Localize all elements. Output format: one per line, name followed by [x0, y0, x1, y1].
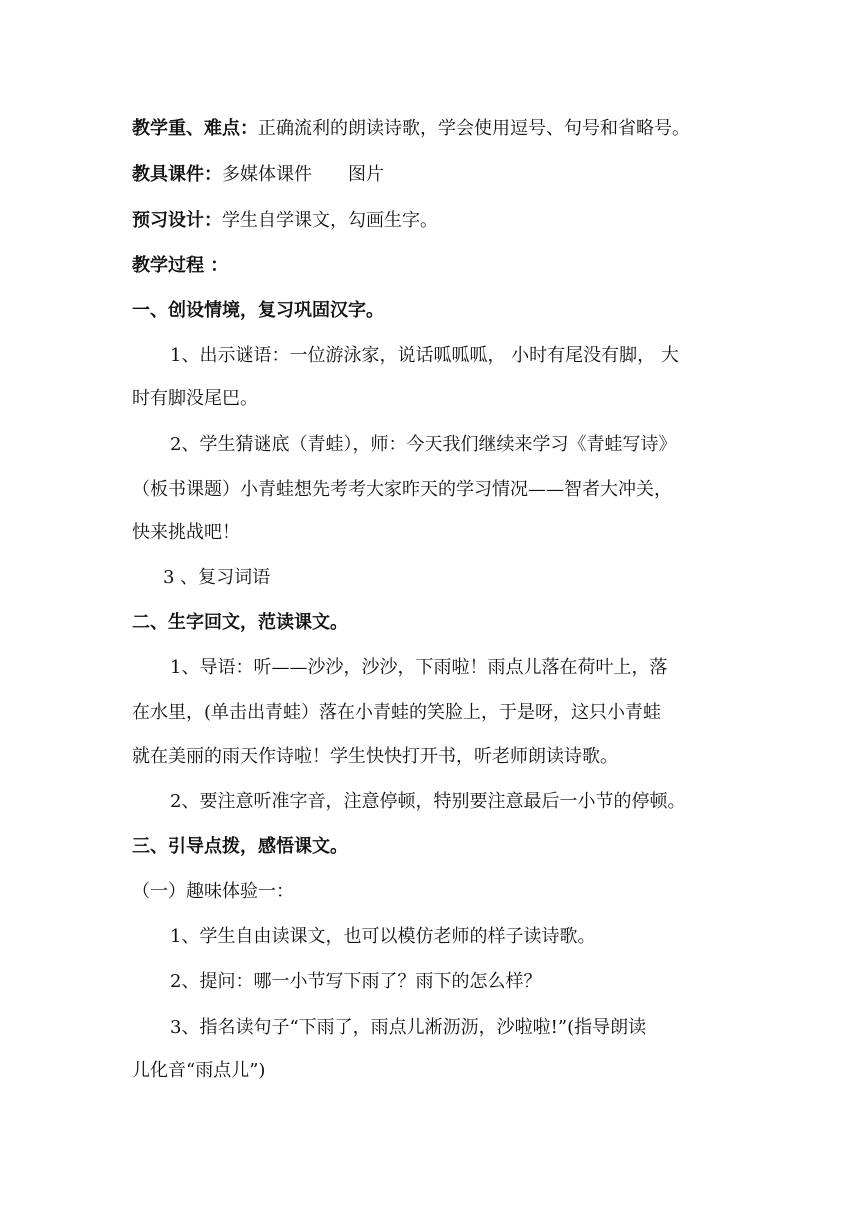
- section-three-title: 三、引导点拨，感悟课文。: [132, 836, 348, 857]
- section-two-heading: [132, 612, 737, 634]
- paragraph-text: 儿化音“雨点儿”): [132, 1060, 266, 1081]
- section-one-heading: [132, 300, 737, 322]
- paragraph-line: [132, 388, 737, 410]
- paragraph-line: [132, 479, 737, 501]
- preview-design-text: 学生自学课文，勾画生字。: [222, 210, 438, 231]
- section-three-heading: [132, 836, 737, 858]
- paragraph-line: [170, 791, 737, 813]
- paragraph-text: 2、学生猜谜底（青蛙），师：今天我们继续来学习《青蛙写诗》: [170, 434, 677, 455]
- preview-design-label: 预习设计：: [132, 210, 222, 231]
- paragraph-line: [170, 345, 737, 367]
- paragraph-text: 在水里，(单击出青蛙）落在小青蛙的笑脸上，于是呀，这只小青蛙: [132, 702, 662, 723]
- paragraph-text: 快来挑战吧！: [132, 522, 240, 543]
- teaching-process-label: 教学过程 ：: [132, 255, 229, 276]
- sub-section-heading: [132, 881, 737, 903]
- paragraph-text: 3 、复习词语: [163, 567, 271, 588]
- paragraph-text: 1、导语：听——沙沙，沙沙，下雨啦！雨点儿落在荷叶上，落: [170, 657, 668, 678]
- teaching-aids-line: [132, 164, 737, 186]
- paragraph-line: [132, 746, 737, 768]
- paragraph-line: [170, 1017, 737, 1039]
- paragraph-text: 3、指名读句子“下雨了，雨点儿淅沥沥，沙啦啦!”(指导朗读: [170, 1017, 647, 1038]
- key-difficulties-text: 正确流利的朗读诗歌，学会使用逗号、句号和省略号。: [258, 118, 690, 139]
- paragraph-text: 2、要注意听准字音，注意停顿，特别要注意最后一小节的停顿。: [170, 791, 686, 812]
- paragraph-text: （板书课题）小青蛙想先考考大家昨天的学习情况——智者大冲关，: [132, 479, 672, 500]
- paragraph-line: [170, 434, 737, 456]
- paragraph-text: 1、学生自由读课文，也可以模仿老师的样子读诗歌。: [170, 926, 596, 947]
- paragraph-text: 时有脚没尾巴。: [132, 388, 258, 409]
- paragraph-line: [170, 657, 737, 679]
- preview-design-line: [132, 210, 737, 232]
- teaching-aids-text: 多媒体课件 图片: [222, 164, 384, 185]
- key-difficulties-label: 教学重、难点：: [132, 118, 258, 139]
- teaching-process-heading: [132, 255, 737, 277]
- paragraph-line: [132, 1060, 737, 1082]
- paragraph-line: [170, 971, 737, 993]
- paragraph-text: 就在美丽的雨天作诗啦！学生快快打开书，听老师朗读诗歌。: [132, 746, 618, 767]
- sub-section-title: （一）趣味体验一：: [132, 881, 294, 902]
- teaching-aids-label: 教具课件：: [132, 164, 222, 185]
- paragraph-line: [163, 567, 737, 589]
- paragraph-text: 2、提问：哪一小节写下雨了？雨下的怎么样？: [170, 971, 542, 992]
- paragraph-line: [170, 926, 737, 948]
- section-one-title: 一、创设情境，复习巩固汉字。: [132, 300, 384, 321]
- key-difficulties-line: [132, 118, 737, 140]
- paragraph-text: 1、出示谜语：一位游泳家，说话呱呱呱， 小时有尾没有脚， 大: [170, 345, 679, 366]
- paragraph-line: [132, 702, 737, 724]
- paragraph-line: [132, 522, 737, 544]
- section-two-title: 二、生字回文，范读课文。: [132, 612, 348, 633]
